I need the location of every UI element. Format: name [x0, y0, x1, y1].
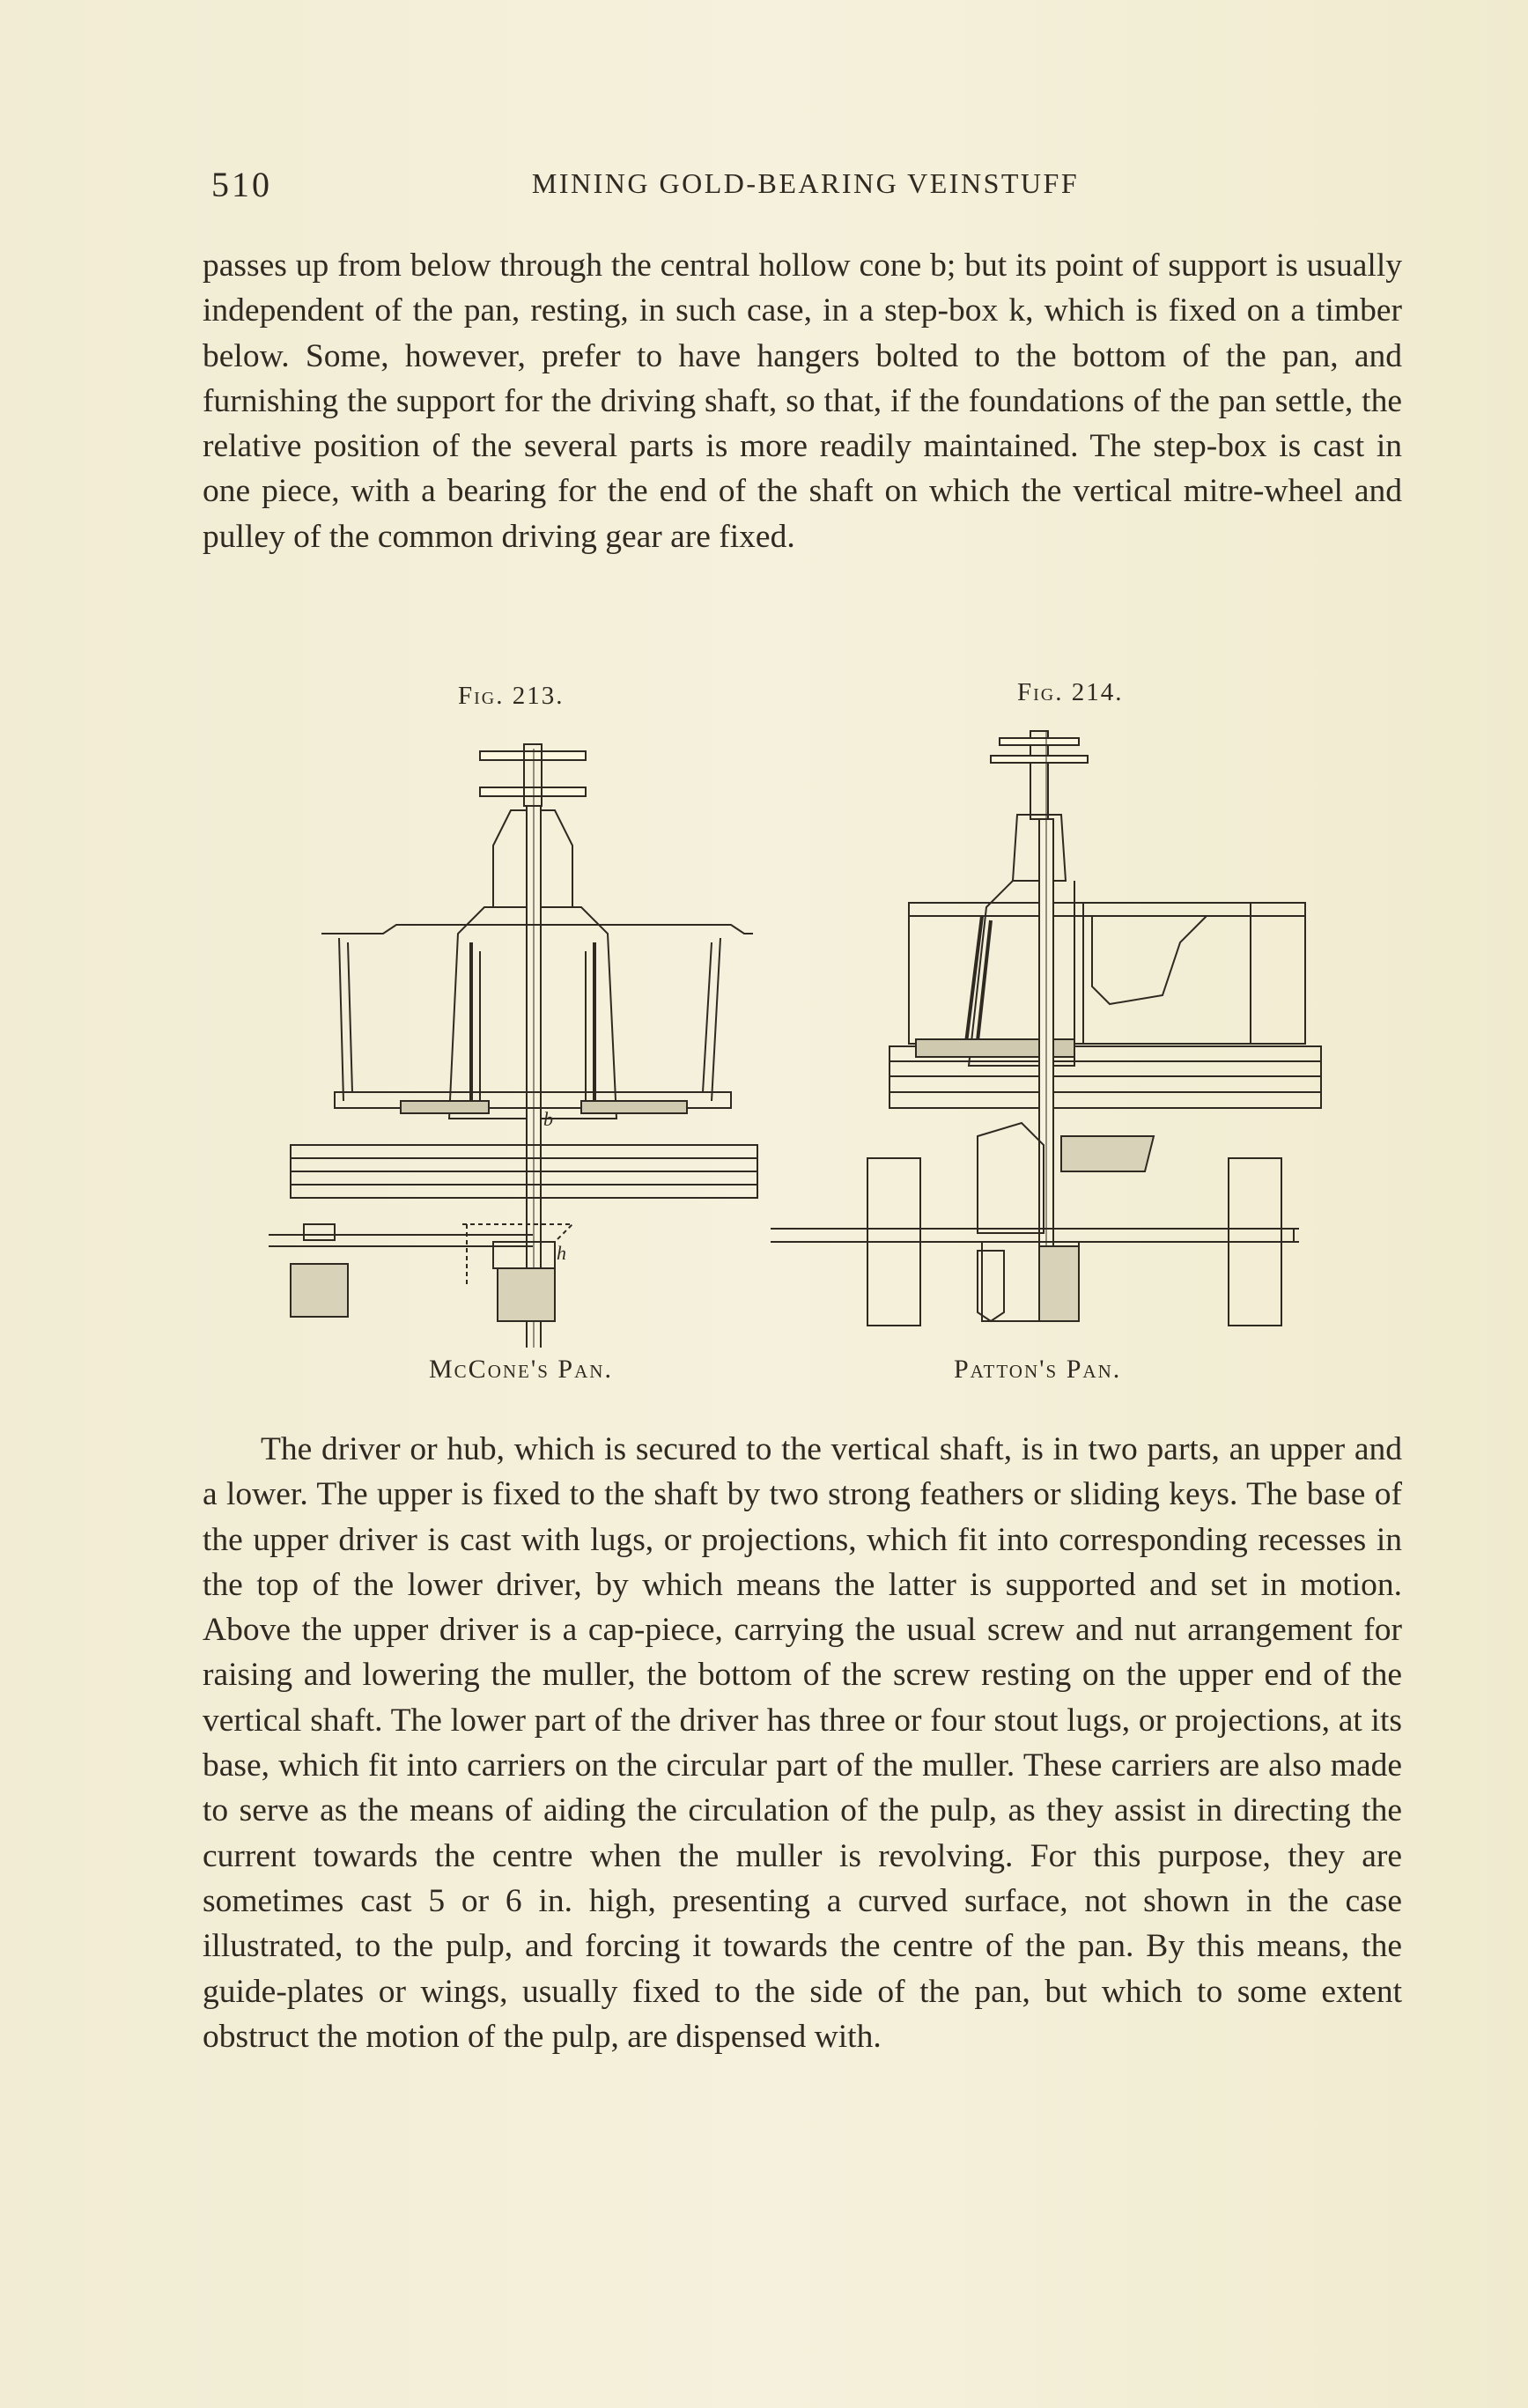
fig-213-label: Fig. 213.	[458, 682, 565, 710]
paragraph-1: passes up from below through the central hollow cone b; but its point of support is usually independent of the pan, resting, in such case, in a step-box k, which is fixed on a timber below. Some, however, prefer to have hangers bolted to the bottom of the pan, and furnishing the support for the driving shaft, so that, if the foundations of the pan settle, the relative position of the several parts is more readily maintained. The step-box is cast in one piece, with a bearing for the end of the shaft on which the vertical mitre-wheel and pulley of the common driving gear are fixed.	[203, 247, 1402, 555]
patton-pan-drawing	[771, 731, 1321, 1326]
mccone-pan-drawing	[194, 678, 1339, 1348]
figures-area	[194, 678, 1339, 1400]
fig-214-caption: Patton's Pan.	[954, 1355, 1122, 1384]
running-title: MINING GOLD-BEARING VEINSTUFF	[531, 167, 1080, 199]
fig-213-caption: McCone's Pan.	[429, 1355, 613, 1384]
mark-b: b	[543, 1108, 553, 1130]
paragraph-2: The driver or hub, which is secured to the vertical shaft, is in two parts, an upper and a lower. The upper is fixed to the shaft by two strong feathers or sliding keys. The base of the upper driver is cast with lugs, or projections, which fit into corresponding recesses in the top of the lower driver, by which means the latter is supported and set in motion. Above the upper driver is a cap-piece, carrying the usual screw and nut arrangement for raising and lowering the muller, the bottom of the screw resting on the upper end of the vertical shaft. The lower part of the driver has three or four stout lugs, or projections, at its base, which fit into carriers on the circular part of the muller. These carriers are also made to serve as the means of aiding the circulation of the pulp, as they assist in directing the current towards the centre when the muller is revolving. For this purpose, they are sometimes cast 5 or 6 in. high, presenting a curved surface, not shown in the case illustrated, to the pulp, and forcing it towards the centre of the pan. By this means, the guide-plates or wings, usually fixed to the side of the pan, but which to some extent obstruct the motion of the pulp, are dispensed with.	[203, 1431, 1402, 2055]
mark-h: h	[557, 1242, 566, 1264]
running-head	[204, 164, 1406, 208]
fig-214-label: Fig. 214.	[1017, 678, 1124, 706]
page-number: 510	[211, 165, 272, 204]
